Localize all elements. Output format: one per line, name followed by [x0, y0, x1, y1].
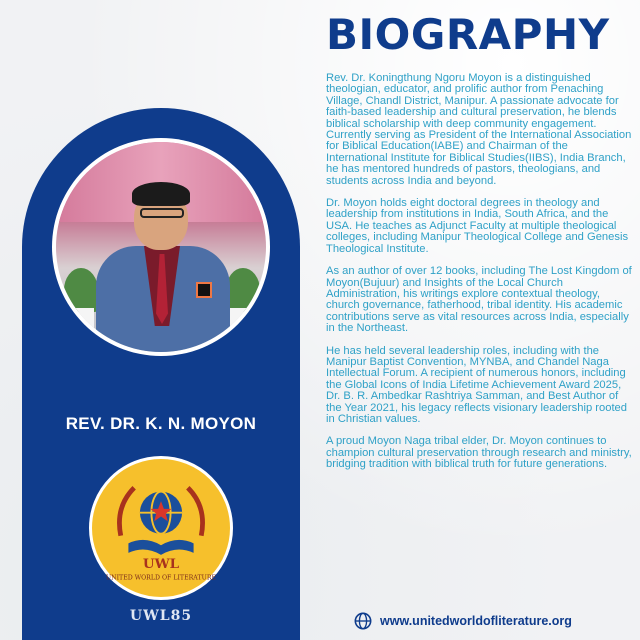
logo-subtext: UNITED WORLD OF LITERATURE — [105, 574, 217, 582]
website-link[interactable]: www.unitedworldofliterature.org — [380, 614, 572, 628]
profile-photo-frame — [52, 138, 270, 356]
bio-paragraph: A proud Moyon Naga tribal elder, Dr. Moyon continues to champion cultural preservation through research and ministry, bridging tradition with biblical truth for future generations. — [326, 435, 632, 471]
profile-photo — [56, 142, 266, 352]
biography-text — [326, 73, 632, 482]
page-title: BIOGRAPHY — [326, 10, 610, 59]
footer — [354, 612, 572, 630]
bio-paragraph: Dr. Moyon holds eight doctoral degrees in theology and leadership from institutions in India, South Africa, and the USA. He teaches as Adjunct Faculty at multiple theological colleges, including Manipur Theological College and Genesis Theological Institute. — [326, 197, 629, 255]
logo-text: UWL — [142, 556, 180, 573]
profile-panel — [22, 108, 300, 640]
uwl-logo — [89, 456, 233, 600]
globe-icon — [354, 612, 372, 630]
profile-name: REV. DR. K. N. MOYON — [65, 414, 257, 433]
bio-paragraph: As an author of over 12 books, including The Lost Kingdom of Moyon(Bujuur) and Insights of the Local Church Administration, his writings explore contextual theology, church governance, fatherhood, tribal identity. His academic contributions serve as vital resources across India, especially in the Northeast. — [326, 265, 632, 335]
bio-paragraph: He has held several leadership roles, including with the Manipur Baptist Convention, MYNBA, and Chandel Naga Intellectual Forum. A recipient of numerous honors, including the Global Icons of India Lifetime Achievement Award 2025, Dr. B. R. Ambedkar Rashtriya Samman, and Best Author of the Year 2021, his legacy reflects visionary leadership rooted in Christian values. — [326, 344, 628, 425]
bio-paragraph: Rev. Dr. Koningthung Ngoru Moyon is a distinguished theologian, educator, and prolific author from Penaching Village, Chandl District, Manipur. A passionate advocate for faith-based leadership and cultural preservation, he blends biblical scholarship with deep community engagement. Currently serving as President of the International Association for Biblical Education(IABE) and Chairman of the International Institute for Biblical Studies(IIBS), India Branch, he has mentored hundreds of pastors, theologians, and students across India and beyond. — [326, 72, 632, 187]
logo-id: UWL85 — [129, 608, 193, 624]
